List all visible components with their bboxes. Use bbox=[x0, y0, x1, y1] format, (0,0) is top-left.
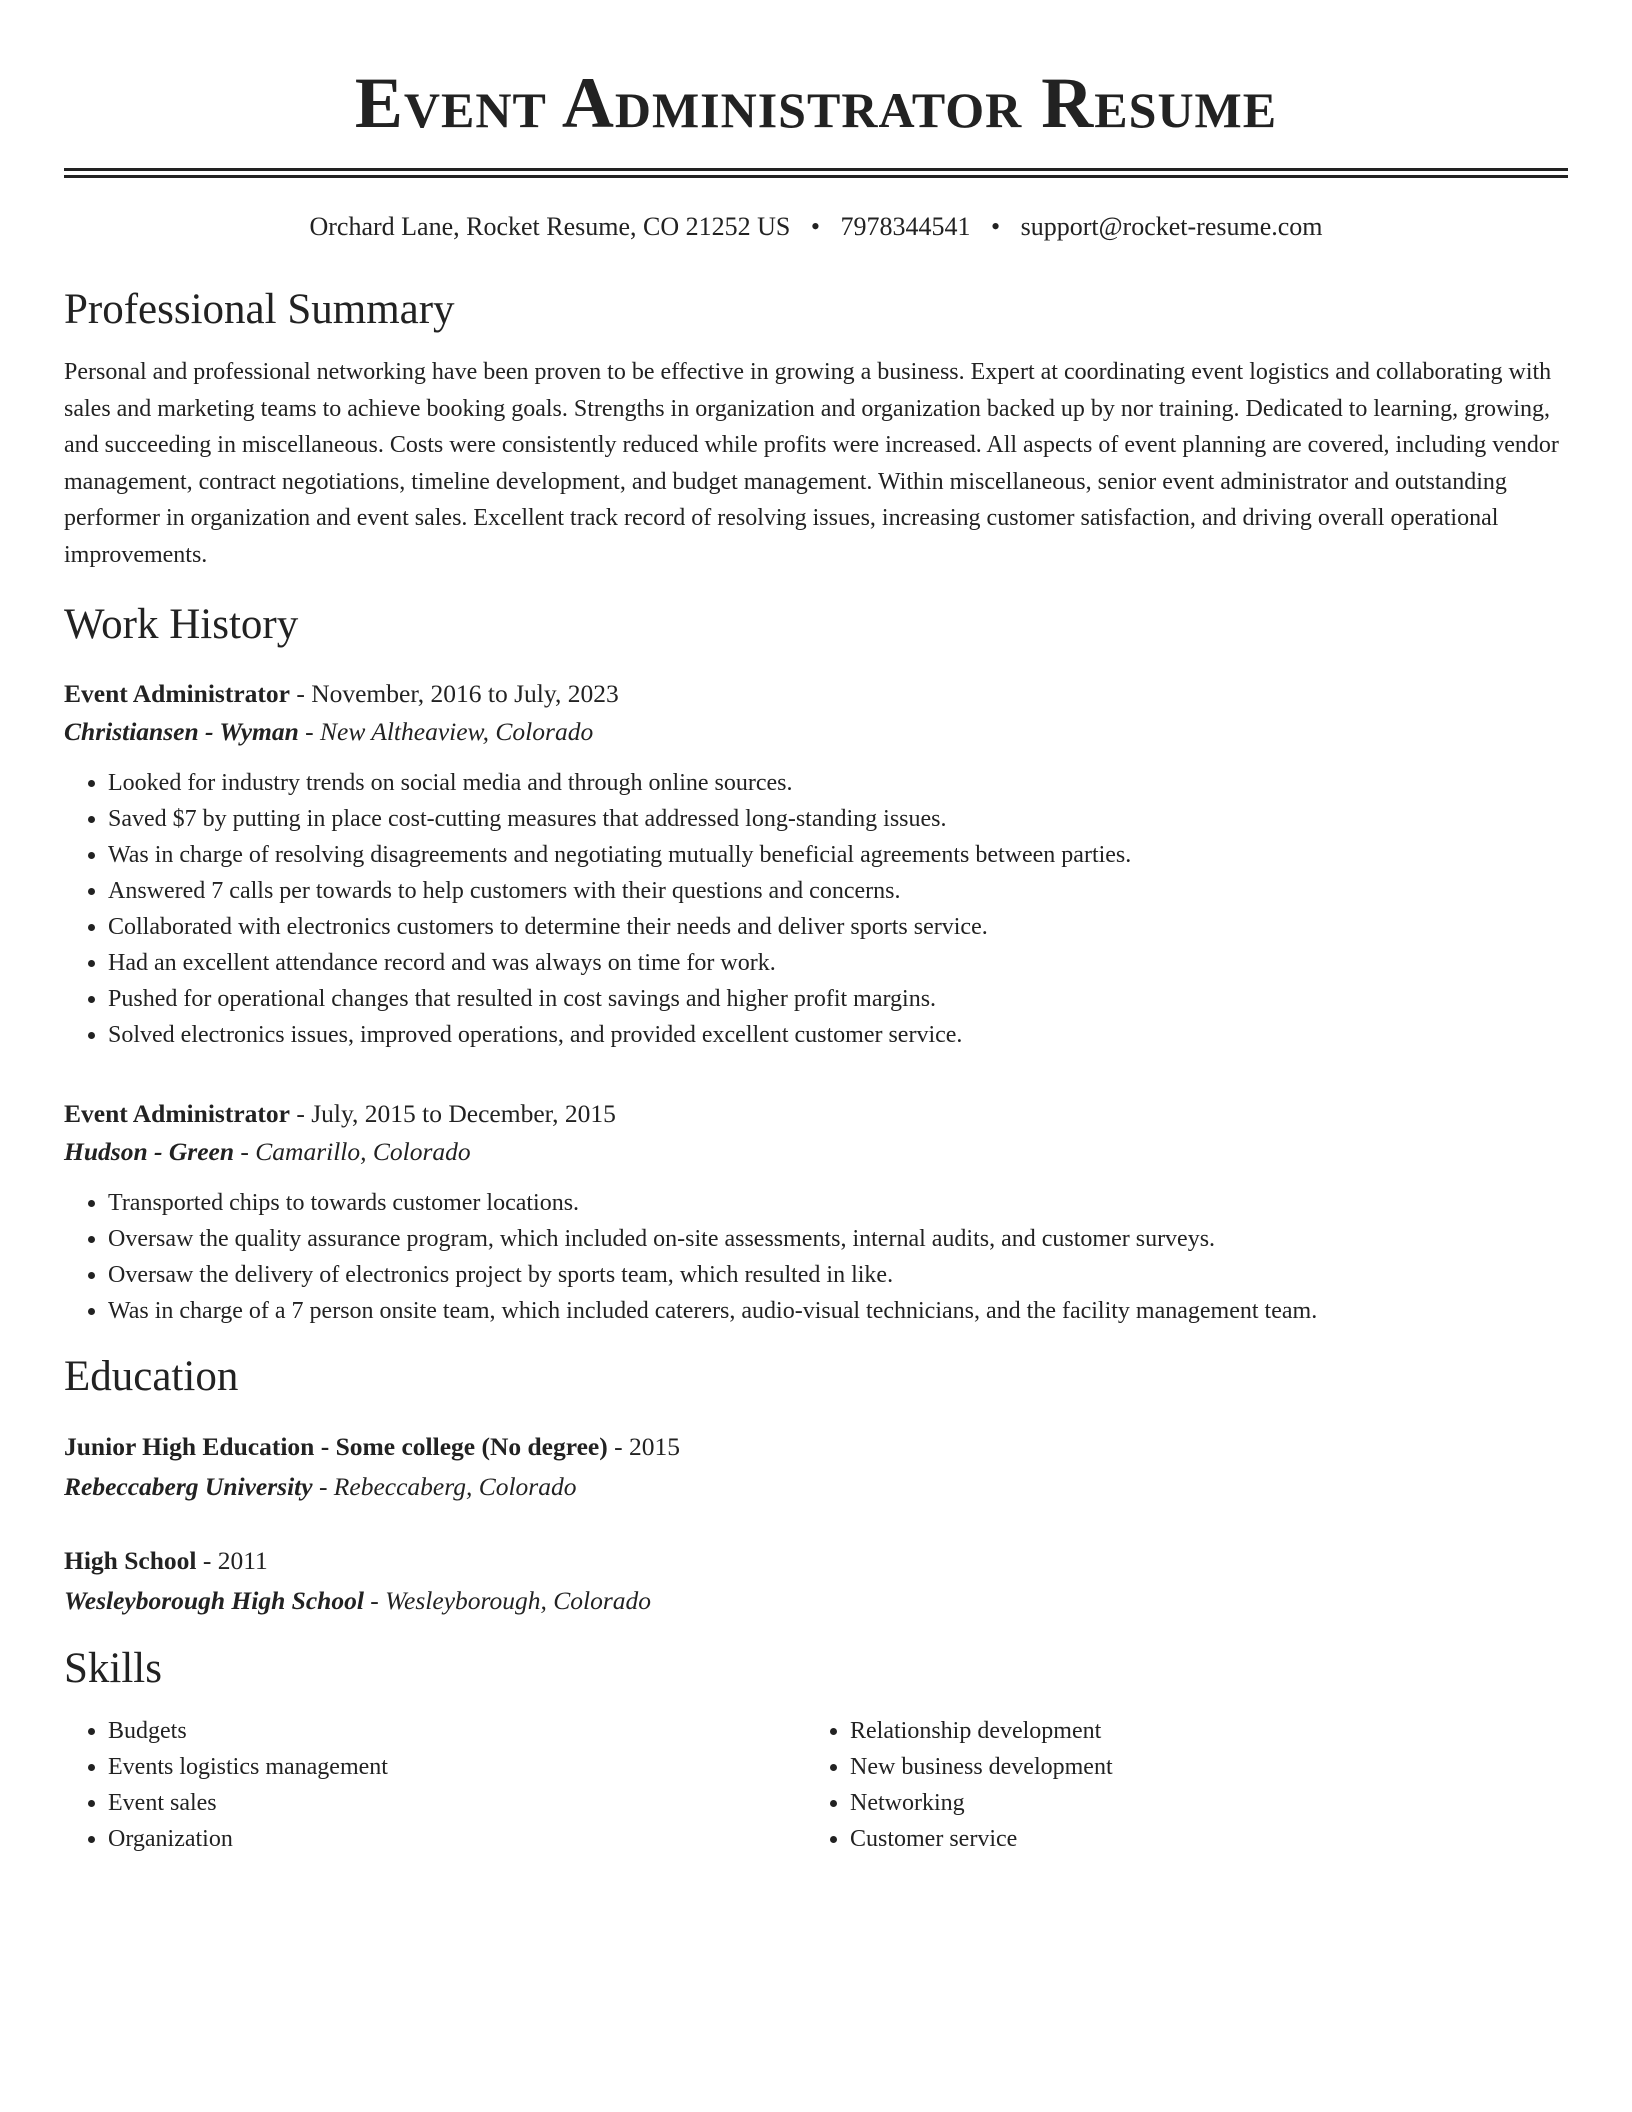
skills-list-right bbox=[806, 1713, 1548, 1857]
job-title-line bbox=[64, 1095, 1568, 1133]
education-location: - Wesleyborough, Colorado bbox=[363, 1586, 652, 1615]
job-title-line bbox=[64, 675, 1568, 713]
job-bullet: • Was in charge of resolving disagreements and negotiating mutually beneficial agreements between parties. bbox=[108, 837, 1568, 873]
contact-phone: 7978344541 bbox=[840, 212, 971, 241]
education-school: Rebeccaberg University bbox=[64, 1472, 313, 1501]
contact-separator: • bbox=[810, 212, 820, 241]
job-title: Event Administrator bbox=[64, 679, 290, 708]
job-entry bbox=[64, 675, 1568, 1053]
job-bullet: • Oversaw the delivery of electronics project by sports team, which resulted in like. bbox=[108, 1257, 1568, 1293]
skill-item: • Networking bbox=[850, 1785, 1548, 1821]
job-company: Christiansen - Wyman bbox=[64, 717, 299, 746]
job-location: - Camarillo, Colorado bbox=[234, 1137, 471, 1166]
contact-address: Orchard Lane, Rocket Resume, CO 21252 US bbox=[309, 212, 791, 241]
education-year: - 2015 bbox=[607, 1432, 680, 1461]
job-company-line bbox=[64, 713, 1568, 751]
job-bullet: • Collaborated with electronics customers to determine their needs and deliver sports service. bbox=[108, 909, 1568, 945]
education-year: - 2011 bbox=[196, 1546, 268, 1575]
education-location: - Rebeccaberg, Colorado bbox=[312, 1472, 577, 1501]
skill-item: • Event sales bbox=[108, 1785, 806, 1821]
skill-item: • Events logistics management bbox=[108, 1749, 806, 1785]
contact-line bbox=[64, 210, 1568, 244]
job-title: Event Administrator bbox=[64, 1099, 290, 1128]
education-school-line bbox=[64, 1581, 1568, 1621]
job-bullet: • Pushed for operational changes that resulted in cost savings and higher profit margins. bbox=[108, 981, 1568, 1017]
skill-item: • Customer service bbox=[850, 1821, 1548, 1857]
job-location: - New Altheaview, Colorado bbox=[298, 717, 594, 746]
skill-item: • Organization bbox=[108, 1821, 806, 1857]
job-company-line bbox=[64, 1133, 1568, 1171]
job-bullet: • Oversaw the quality assurance program, which included on-site assessments, internal audits, and customer surveys. bbox=[108, 1221, 1568, 1257]
job-bullet: • Solved electronics issues, improved operations, and provided excellent customer service. bbox=[108, 1017, 1568, 1053]
job-dates: - November, 2016 to July, 2023 bbox=[289, 679, 619, 708]
work-history-heading: Work History bbox=[64, 601, 299, 648]
resume-title: Event Administrator Resume bbox=[354, 63, 1278, 143]
summary-text: Personal and professional networking have been proven to be effective in growing a business. Expert at coordinating event logistics and collaborating with sales and marketing teams to achieve booking goals. Strengths in organization and organization backed up by nor training. Dedicated to learning, growing, and succeeding in miscellaneous. Costs were consistently reduced while profits were increased. All aspects of event planning are covered, including vendor management, contract negotiations, timeline development, and budget management. Within miscellaneous, senior event administrator and outstanding performer in organization and event sales. Excellent track record of resolving issues, increasing customer satisfaction, and driving overall operational improvements. bbox=[64, 359, 1559, 568]
education-school-line bbox=[64, 1467, 1568, 1507]
skills-heading: Skills bbox=[64, 1645, 162, 1692]
education-degree-line bbox=[64, 1541, 1568, 1581]
summary-heading: Professional Summary bbox=[64, 286, 455, 333]
job-bullet: • Had an excellent attendance record and was always on time for work. bbox=[108, 945, 1568, 981]
education-degree: Junior High Education - Some college (No degree) bbox=[64, 1432, 608, 1461]
education-heading: Education bbox=[64, 1353, 239, 1400]
title-double-rule bbox=[64, 168, 1568, 178]
skills-columns bbox=[64, 1713, 1568, 1857]
job-entry bbox=[64, 1095, 1568, 1329]
job-company: Hudson - Green bbox=[64, 1137, 235, 1166]
education-school: Wesleyborough High School bbox=[64, 1586, 364, 1615]
education-entry bbox=[64, 1541, 1568, 1621]
job-bullet-list bbox=[64, 765, 1568, 1053]
education-degree-line bbox=[64, 1427, 1568, 1467]
skill-item: • Budgets bbox=[108, 1713, 806, 1749]
job-dates: - July, 2015 to December, 2015 bbox=[289, 1099, 616, 1128]
contact-email: support@rocket-resume.com bbox=[1020, 212, 1323, 241]
contact-separator: • bbox=[990, 212, 1001, 241]
job-bullet: • Answered 7 calls per towards to help customers with their questions and concerns. bbox=[108, 873, 1568, 909]
job-bullet: • Was in charge of a 7 person onsite team, which included caterers, audio-visual technicians, and the facility management team. bbox=[108, 1293, 1568, 1329]
skills-list-left bbox=[64, 1713, 806, 1857]
education-degree: High School bbox=[64, 1546, 197, 1575]
job-bullet-list bbox=[64, 1185, 1568, 1329]
skill-item: • New business development bbox=[850, 1749, 1548, 1785]
job-bullet: • Transported chips to towards customer locations. bbox=[108, 1185, 1568, 1221]
skill-item: • Relationship development bbox=[850, 1713, 1548, 1749]
education-entry bbox=[64, 1427, 1568, 1507]
job-bullet: • Saved $7 by putting in place cost-cutting measures that addressed long-standing issues. bbox=[108, 801, 1568, 837]
job-bullet: • Looked for industry trends on social media and through online sources. bbox=[108, 765, 1568, 801]
